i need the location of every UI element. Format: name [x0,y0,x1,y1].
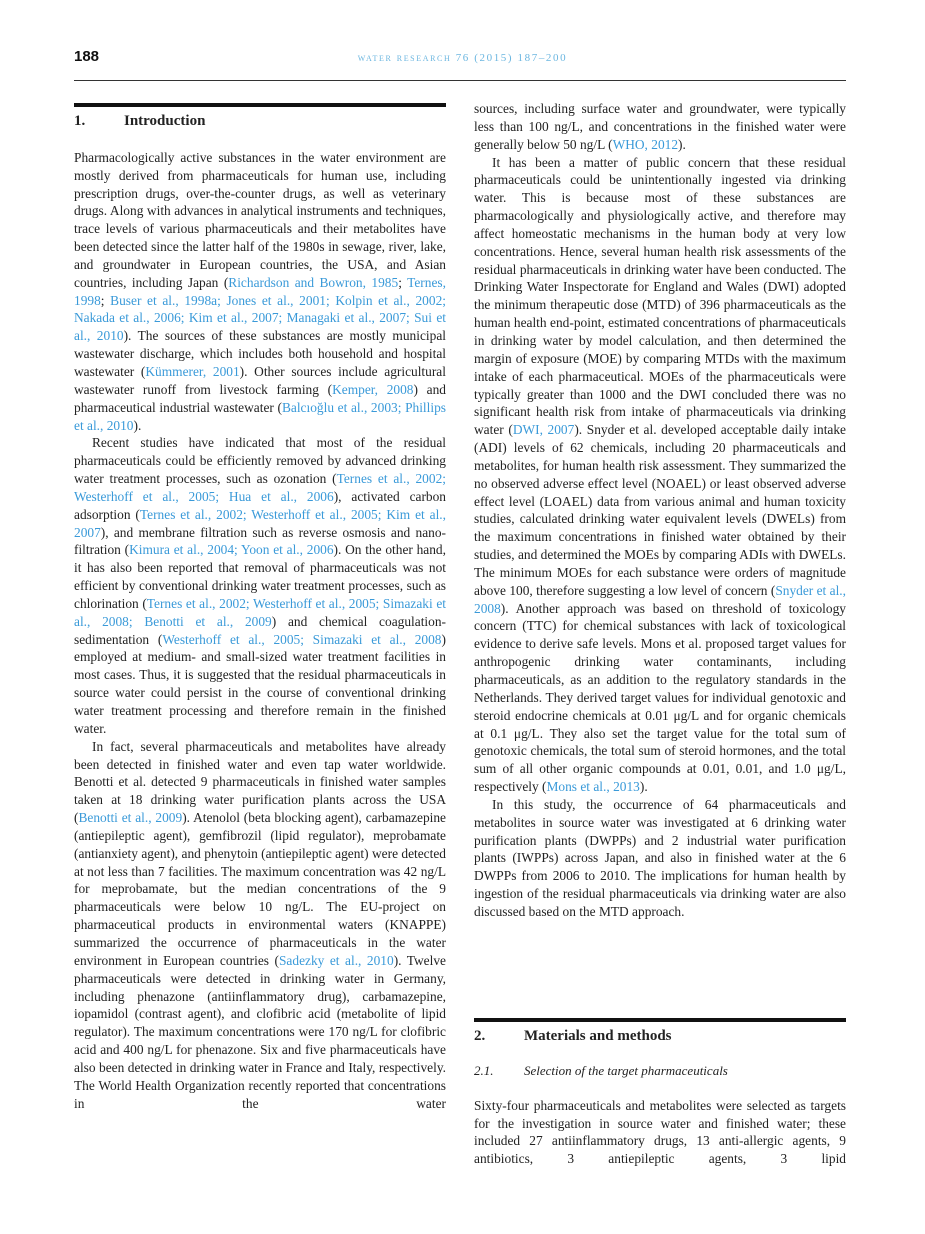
body-text: ). The sources of these substances are mostly municipal wastewater discharge, which includes both household and hospital wastewater ( [74,328,446,379]
subsection-title: Selection of the target pharmaceuticals [524,1062,728,1078]
subsection-heading [474,1062,846,1080]
left-column [74,103,446,1112]
citation-link[interactable]: Balcıoğlu et al., 2003; Phillips et al., 2010 [74,399,446,433]
body-text: In fact, several pharmaceuticals and metabolites have already been detected in finished water and even tap water worldwide. Benotti et al. detected 9 pharmaceuticals in finished water samples taken at 18 drinking water purification plants across the USA ( [74,738,446,826]
section-heading-methods [474,1028,846,1046]
header-rule [74,80,846,81]
body-text: ). Other sources include agricultural wastewater runoff from livestock farming ( [74,363,446,397]
paragraph [474,1097,846,1168]
body-text: Recent studies have indicated that most of the residual pharmaceuticals could be efficiently removed by advanced drinking water treatment processes, such as ozonation ( [74,435,446,487]
body-text: ; [398,274,408,290]
body-text: ). On the other hand, it has also been reported that removal of pharmaceuticals was not efficient by conventional drinking water treatment processes, such as chlorination ( [74,542,446,611]
citation-link[interactable]: Kemper, 2008 [332,381,414,397]
body-text: ) and chemical coagulation-sedimentation ( [74,613,446,647]
section-title: Materials and methods [524,1028,672,1044]
subsection-number: 2.1. [474,1062,494,1078]
citation-link[interactable]: Ternes et al., 2002; Westerhoff et al., 2005; Simazaki et al., 2008; Benotti et al., 2009 [74,595,446,629]
citation-link[interactable]: Snyder et al., 2008 [474,582,846,616]
section-title: Introduction [124,113,206,129]
body-text: ). Another approach was based on threshold of toxicology concern (TTC) for chemical substances with lack of toxicological evidence to derive safe levels. Mons et al. proposed target values for anthropogenic drinking water contaminants, including pharmaceuticals, as an addition to the regulatory standards in the Netherlands. They derived target values for individual genotoxic and steroid endocrine chemicals at 0.01 μg/L and for organic chemicals at 0.1 μg/L. They also set the target value for the total sum of genotoxic chemicals, the total sum of steroid hormones, and the total sum of all other organic compounds at 0.01, 0.01, and 1.0 μg/L, respectively ( [474,600,846,795]
body-text: sources, including surface water and groundwater, were typically less than 100 ng/L, and concentrations in the finished water were generally below 50 ng/L ( [474,101,846,152]
citation-link[interactable]: Sadezky et al., 2010 [278,952,394,968]
citation-link[interactable]: DWI, 2007 [512,422,575,438]
page-number: 188 [74,48,100,65]
citation-link[interactable]: Benotti et al., 2009 [78,810,183,826]
paragraph [74,434,446,737]
body-text: ). Snyder et al. developed acceptable daily intake (ADI) levels of 62 chemicals, including 20 pharmaceuticals and metabolites, for human health risk assessment. They summarized the no observed adverse effect level (NOAEL) or least observed adverse effect level (LOAEL) data from various animal and human toxicity studies, calculated drinking water equivalent levels (DWELs) from the maximum concentrations in finished water obtained by their studies, and determined the MOEs by comparing ADIs with DWELs. The minimum MOEs for each substance were orders of magnitude above 100, therefore suggesting a low level of concern ( [474,422,847,598]
body-text: ) employed at medium- and small-sized water treatment facilities in most cases. Thus, it is suggested that the residual pharmaceuticals in source water could persist in the course of conventional drinking water treatment processing and therefore remain in the finished water. [74,631,446,736]
body-text: ), and membrane filtration such as reverse osmosis and nano-filtration ( [74,524,446,558]
body-text: ). [678,136,686,152]
body-text: In this study, the occurrence of 64 pharmaceuticals and metabolites in source water was investigated at 6 drinking water purification plants (DWPPs) and 2 industrial water purification plants (IWPPs) across Japan, and also in finished water at the 6 DWPPs from 2006 to 2010. The implications for human health by ingestion of the residual pharmaceuticals via drinking water are also discussed based on the MTD approach. [474,796,846,919]
citation-link[interactable]: Kümmerer, 2001 [145,363,240,379]
body-text: ). [133,417,142,433]
section-number: 2. [474,1028,486,1044]
citation-link[interactable]: Richardson and Bowron, 1985 [228,274,399,290]
citation-link[interactable]: WHO, 2012 [612,136,679,152]
body-text: ). Atenolol (beta blocking agent), carbamazepine (antiepileptic agent), gemfibrozil (lipid regulator), meprobamate (antianxiety agent), and phenytoin (antiepileptic agent) were detected at not less than 7 facilities. The maximum concentration was 42 ng/L for meprobamate, but the median concentrations of the 9 pharmaceuticals were below 10 ng/L. The EU-project on pharmaceutical products in environmental waters (KNAPPE) summarized the occurrence of pharmaceuticals in the water environment in European countries ( [74,810,446,968]
paragraph [74,149,446,435]
paragraph [474,100,846,154]
body-text: Sixty-four pharmaceuticals and metabolites were selected as targets for the investigation in source water and finished water; these included 27 antiinflammatory drugs, 13 anti-allergic agents, 9 antibiotics, 3 antiepileptic agents, 3 lipid [474,1097,846,1167]
citation-link[interactable]: Kimura et al., 2004; Yoon et al., 2006 [129,542,334,558]
citation-link[interactable]: Ternes, 1998 [74,274,446,308]
citation-link[interactable]: Buser et al., 1998a; Jones et al., 2001; Kolpin et al., 2002; Nakada et al., 2006; Kim et al., 2007; Managaki et al., 2007; Sui et al., 2010 [74,292,446,344]
citation-link[interactable]: Ternes et al., 2002; Westerhoff et al., 2005; Hua et al., 2006 [74,471,446,504]
right-column [474,100,846,921]
body-text: Pharmacologically active substances in the water environment are mostly derived from pharmaceuticals for human use, including prescription drugs, over-the-counter drugs, as well as veterinary drugs. Along with advances in analytical instruments and techniques, trace levels of various pharmaceuticals and their metabolites have been detected since the latter half of the 1980s in sewage, river, lake, and groundwater in European countries, the USA, and Asian countries, including Japan ( [74,149,446,290]
paragraph [474,154,846,796]
section-number: 1. [74,113,86,129]
body-text: ) and pharmaceutical industrial wastewater ( [74,381,446,415]
body-text: ). Twelve pharmaceuticals were detected in drinking water in Germany, including phenazone (antiinflammatory drug), carbamazepine, iopamidol (contrast agent), and clofibric acid (metabolite of lipid regulator). The maximum concentrations were 170 ng/L for clofibric acid and 400 ng/L for phenazone. Six and five pharmaceuticals have also been detected in drinking water in France and Italy, respectively. The World Health Organization recently reported that concentrations in the water [74,952,446,1111]
citation-link[interactable]: Ternes et al., 2002; Westerhoff et al., 2005; Kim et al., 2007 [74,506,446,540]
body-text: ; [100,292,111,308]
paragraph [474,796,846,921]
paragraph [74,738,446,1113]
section-rule [474,1018,846,1022]
running-header: water research 76 (2015) 187–200 [357,52,568,64]
citation-link[interactable]: Mons et al., 2013 [546,779,640,795]
section-rule [74,103,446,107]
section-2 [474,1018,846,1168]
citation-link[interactable]: Westerhoff et al., 2005; Simazaki et al., 2008 [162,631,442,647]
body-text: ). [639,779,648,795]
body-text: It has been a matter of public concern that these residual pharmaceuticals could be unintentionally ingested via drinking water. This is because most of these substances are pharmacologically and physiologically active, and therefore may affect homeostatic mechanisms in the human body at very low concentrations. Hence, several human health risk assessments of the residual pharmaceuticals in drinking water have been conducted. The Drinking Water Inspectorate for England and Wales (DWI) adopted the minimum therapeutic dose (MTD) of 396 pharmaceuticals as the human health end-point, estimated concentrations of pharmaceuticals in drinking water by model calculation, and then determined the margin of exposure (MOE) by comparing MTDs with the maximum intake of each pharmaceutical. MOEs of the pharmaceuticals were typically greater than 1000 and the DWI concluded there was no significant health risk from intake of pharmaceuticals via drinking water ( [474,154,846,438]
section-heading-introduction [74,113,446,131]
body-text: ), activated carbon adsorption ( [74,488,447,522]
